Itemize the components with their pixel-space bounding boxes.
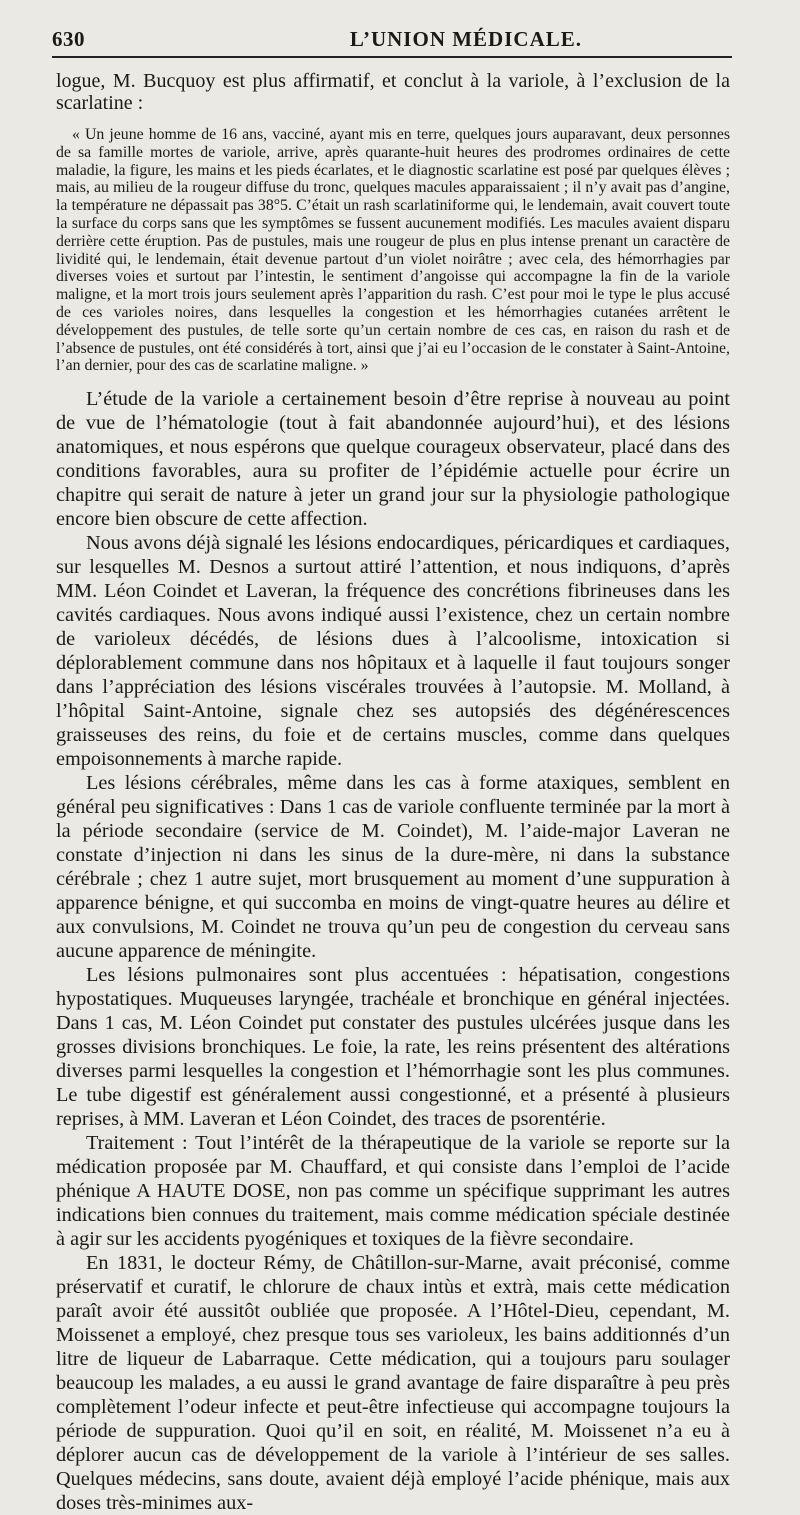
paragraph-pulmonary: Les lésions pulmonaires sont plus accentuées : hépatisation, congestions hypostatiques. Muqueuses laryngée, trachéale et bronchique en général injectées. Dans 1 cas, M. Léon Coindet put constater des pustules ulcérées jusque dans les grosses divisions bronchiques. Le foie, la rate, les reins présentent des altérations diverses parmi lesquelles la congestion et l’hémorrhagie sont les plus communes. Le tube digestif est généralement aussi congestionné, et a présenté à plusieurs reprises, à MM. Laveran et Léon Coindet, des traces de psorentérie.: [56, 964, 730, 1131]
page-number: 630: [52, 26, 85, 51]
quote-bucquoy: « Un jeune homme de 16 ans, vacciné, ayant mis en terre, quelques jours auparavant, deux personnes de sa famille mortes de variole, arrive, après quarante-huit heures des prodromes ordinaires de cette maladie, la figure, les mains et les pieds écarlates, et le diagnostic scarlatine est posé par quelques élèves ; mais, au milieu de la rougeur diffuse du tronc, quelques macules apparaissaient ; il n’y avait pas d’angine, la température ne dépassait pas 38°5. C’était un rash scarlatiniforme qui, le lendemain, avait couvert toute la surface du corps sans que les symptômes se fussent aucunement modifiés. Les macules avaient disparu derrière cette éruption. Pas de pustules, mais une rougeur de plus en plus intense prenant un caractère de lividité qui, le lendemain, était devenue partout d’un violet noirâtre ; avec cela, des hémorrhagies par diverses voies et surtout par l’intestin, le sentiment d’angoisse qui accompagne la fin de la variole maligne, et la mort trois jours seulement après l’apparition du rash. C’est pour moi le type le plus accusé de ces varioles noires, dans lesquelles la congestion et les hémorrhagies cutanées arrêtent le développement des pustules, de telle sorte qu’un certain nombre de ces cas, en raison du rash et de l’absence de pustules, ont été considérés à tort, ainsi que j’ai eu l’occasion de le constater à Saint-Antoine, l’an dernier, pour des cas de scarlatine maligne. »: [56, 126, 730, 375]
paragraph-hematology: L’étude de la variole a certainement besoin d’être reprise à nouveau au point de vue de l’hématologie (tout à fait abandonnée aujourd’hui), et des lésions anatomiques, et nous espérons que quelque courageux observateur, placé dans des conditions favorables, aura su profiter de l’épidémie actuelle pour écrire un chapitre qui serait de nature à jeter un grand jour sur la physiologie pathologique encore bien obscure de cette affection.: [56, 388, 730, 531]
paragraph-lead: logue, M. Bucquoy est plus affirmatif, et conclut à la variole, à l’exclusion de la scarlatine :: [56, 70, 730, 114]
paragraph-treatment: Traitement : Tout l’intérêt de la thérapeutique de la variole se reporte sur la médication proposée par M. Chauffard, et qui consiste dans l’emploi de l’acide phénique A HAUTE DOSE, non pas comme un spécifique supprimant les autres indications bien connues du traitement, mais comme médication spéciale destinée à agir sur les accidents pyogéniques et toxiques de la fièvre secondaire.: [56, 1132, 730, 1251]
paragraph-cardiac: Nous avons déjà signalé les lésions endocardiques, péricardiques et cardiaques, sur lesquelles M. Desnos a surtout attiré l’attention, et nous indiquons, d’après MM. Léon Coindet et Laveran, la fréquence des concrétions fibrineuses dans les cavités cardiaques. Nous avons indiqué aussi l’existence, chez un certain nombre de varioleux décédés, de lésions dues à l’alcoolisme, intoxication si déplorablement commune dans nos hôpitaux et à laquelle il faut toujours songer dans l’appréciation des lésions viscérales trouvées à l’autopsie. M. Molland, à l’hôpital Saint-Antoine, signale chez ses autopsiés des dégénérescences graisseuses des reins, du foie et de certains muscles, comme dans quelques empoisonnements à marche rapide.: [56, 532, 730, 771]
running-title: L’UNION MÉDICALE.: [349, 26, 582, 51]
page-header: [52, 22, 732, 58]
paragraph-cerebral: Les lésions cérébrales, même dans les cas à forme ataxiques, semblent en général peu significatives : Dans 1 cas de variole confluente terminée par la mort à la période secondaire (service de M. Coindet), M. l’aide-major Laveran ne constate d’injection ni dans les sinus de la dure-mère, ni dans la substance cérébrale ; chez 1 autre sujet, mort brusquement au moment d’une suppuration à apparence bénigne, et qui succomba en moins de vingt-quatre heures au délire et aux convulsions, M. Coindet ne trouva qu’un peu de congestion du cerveau sans aucune apparence de méningite.: [56, 772, 730, 963]
body-text: [56, 70, 730, 1515]
paragraph-chlorure: En 1831, le docteur Rémy, de Châtillon-sur-Marne, avait préconisé, comme préservatif et curatif, le chlorure de chaux intùs et extrà, mais cette médication paraît avoir été aussitôt oubliée que proposée. A l’Hôtel-Dieu, cependant, M. Moissenet a employé, chez presque tous ses varioleux, les bains additionnés d’un litre de liqueur de Labarraque. Cette médication, qui a toujours paru soulager beaucoup les malades, a eu aussi le grand avantage de faire disparaître à peu près complètement l’odeur infecte et peut-être infectieuse qui accompagne toujours la période de suppuration. Quoi qu’il en soit, en réalité, M. Moissenet n’a eu à déplorer aucun cas de développement de la variole à l’intérieur de ses salles. Quelques médecins, sans doute, avaient déjà employé l’acide phénique, mais aux doses très-minimes aux-: [56, 1252, 730, 1515]
